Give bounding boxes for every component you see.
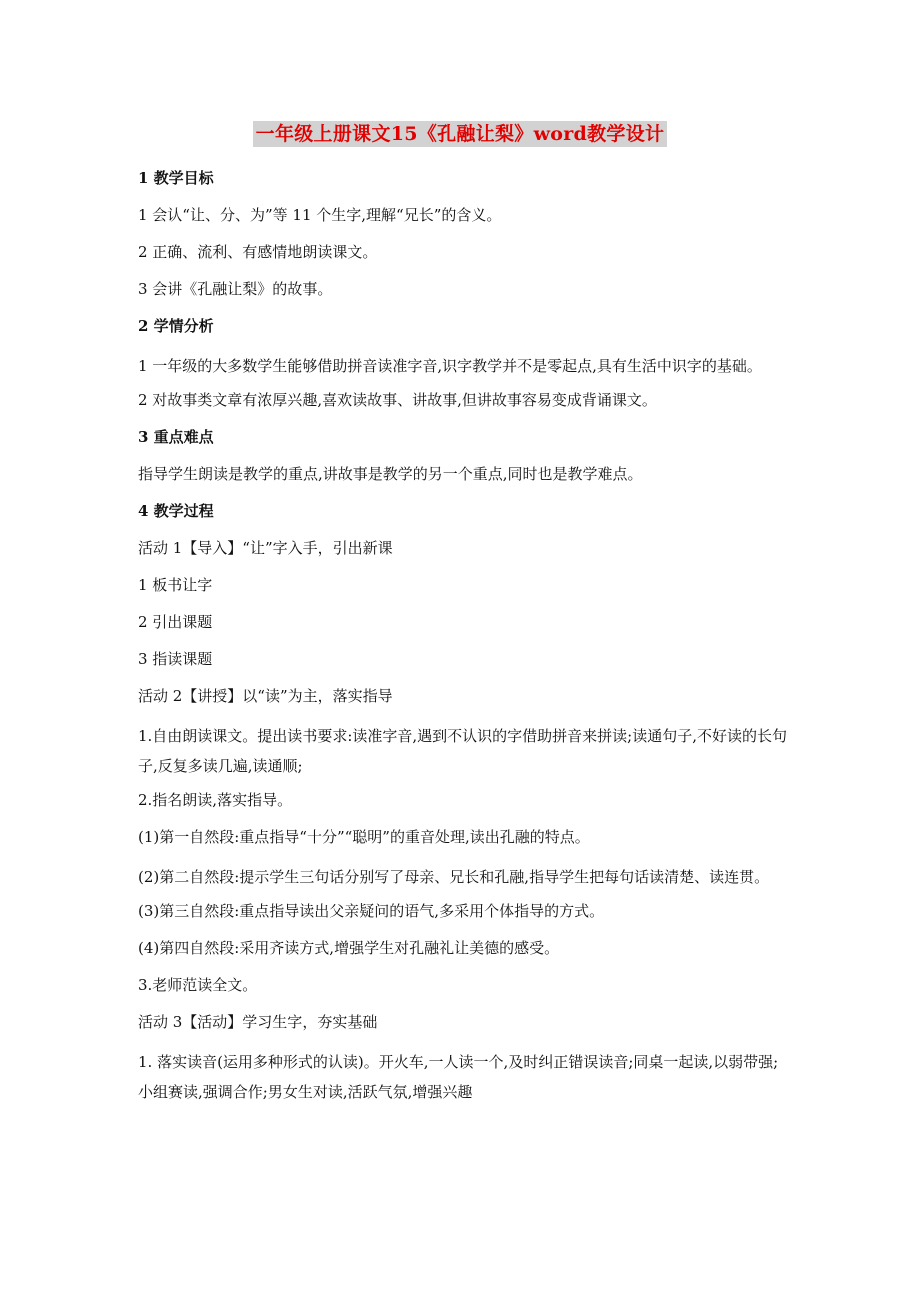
title-container <box>0 121 920 147</box>
section-heading: 3 重点难点 <box>138 428 214 446</box>
paragraph: 指导学生朗读是教学的重点,讲故事是教学的另一个重点,同时也是教学难点。 <box>138 465 643 483</box>
paragraph: 3 指读课题 <box>138 650 213 668</box>
document-title: 一年级上册课文15《孔融让梨》word教学设计 <box>253 121 668 147</box>
paragraph: 2 对故事类文章有浓厚兴趣,喜欢读故事、讲故事,但讲故事容易变成背诵课文。 <box>138 391 657 409</box>
paragraph: 2.指名朗读,落实指导。 <box>138 791 293 809</box>
paragraph: 1 板书让字 <box>138 576 213 594</box>
paragraph: 3.老师范读全文。 <box>138 976 258 994</box>
paragraph: 1 会认“让、分、为”等 11 个生字,理解“兄长”的含义。 <box>138 206 502 224</box>
section-heading: 2 学情分析 <box>138 317 214 335</box>
paragraph: 活动 3【活动】学习生字，夯实基础 <box>138 1013 378 1031</box>
paragraph: 2 引出课题 <box>138 613 213 631</box>
paragraph: (2)第二自然段:提示学生三句话分别写了母亲、兄长和孔融,指导学生把每句话读清楚、读连贯。 <box>138 868 770 886</box>
paragraph: 1. 落实读音(运用多种形式的认读)。开火车,一人读一个,及时纠正错误读音;同桌一起读,以弱带强;小组赛读,强调合作;男女生对读,活跃气氛,增强兴趣 <box>138 1053 779 1101</box>
paragraph: 1.自由朗读课文。提出读书要求:读准字音,遇到不认识的字借助拼音来拼读;读通句子,不好读的长句子,反复多读几遍,读通顺; <box>138 727 787 775</box>
paragraph: (3)第三自然段:重点指导读出父亲疑问的语气,多采用个体指导的方式。 <box>138 902 605 920</box>
paragraph: 2 正确、流利、有感情地朗读课文。 <box>138 243 378 261</box>
document-body <box>138 166 788 1114</box>
paragraph: (4)第四自然段:采用齐读方式,增强学生对孔融礼让美德的感受。 <box>138 939 560 957</box>
paragraph: (1)第一自然段:重点指导“十分”“聪明”的重音处理,读出孔融的特点。 <box>138 828 590 846</box>
paragraph: 1 一年级的大多数学生能够借助拼音读准字音,识字教学并不是零起点,具有生活中识字的基础。 <box>138 357 762 375</box>
paragraph: 3 会讲《孔融让梨》的故事。 <box>138 280 333 298</box>
section-heading: 1 教学目标 <box>138 169 214 187</box>
section-heading: 4 教学过程 <box>138 502 214 520</box>
paragraph: 活动 1【导入】“让”字入手，引出新课 <box>138 539 393 557</box>
paragraph: 活动 2【讲授】以“读”为主，落实指导 <box>138 687 393 705</box>
